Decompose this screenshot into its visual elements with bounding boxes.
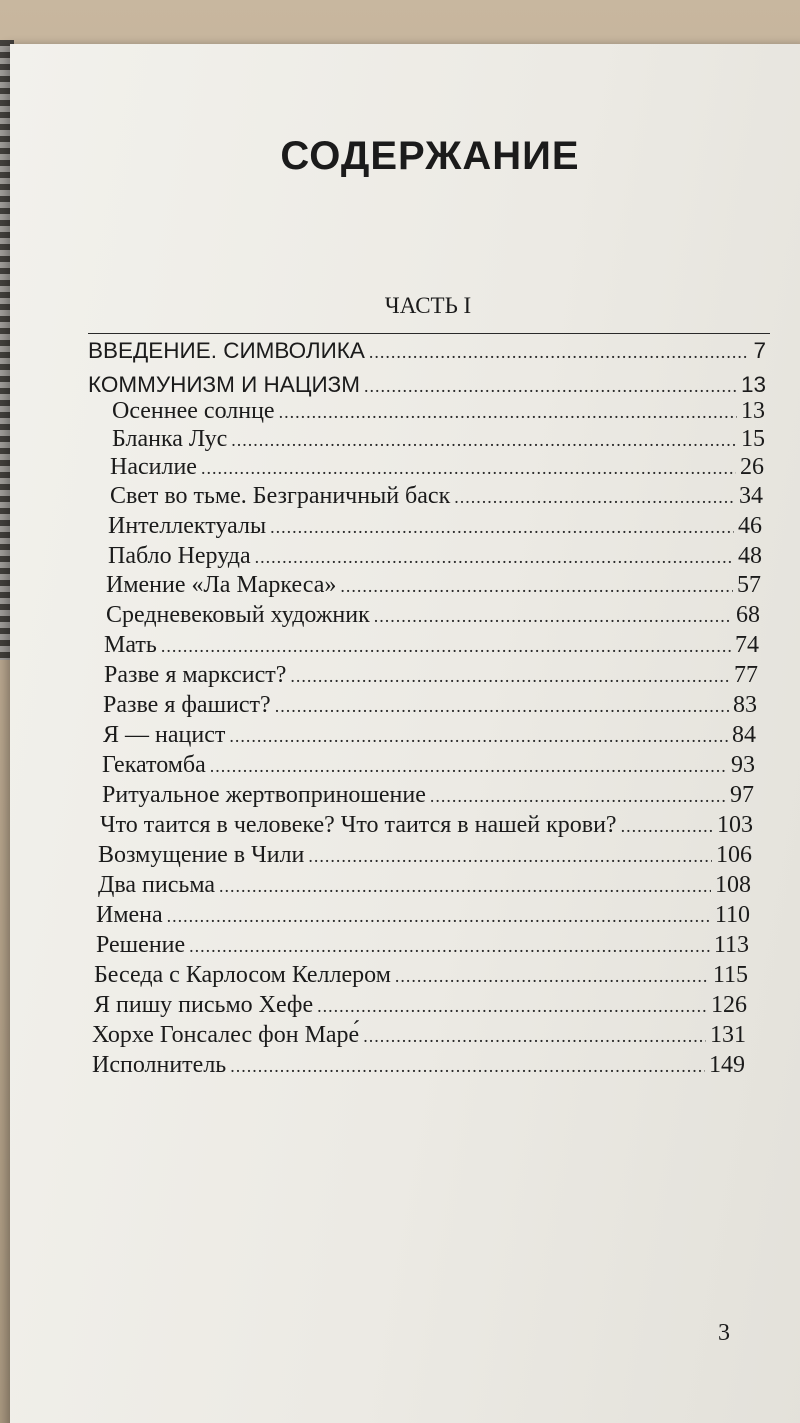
toc-entry bbox=[92, 1052, 745, 1082]
toc-entry-title: Исполнитель bbox=[92, 1052, 227, 1078]
toc-entry-title: Пабло Неруда bbox=[108, 543, 251, 569]
toc-entry-page: 97 bbox=[730, 782, 754, 808]
toc-leader-dots bbox=[308, 846, 712, 867]
toc-leader-dots bbox=[275, 696, 729, 717]
toc-entry bbox=[103, 692, 757, 722]
toc-leader-dots bbox=[210, 756, 727, 777]
toc-entry-title: Беседа с Карлосом Келлером bbox=[94, 962, 391, 988]
toc-entry-page: 84 bbox=[732, 722, 756, 748]
toc-entry bbox=[94, 962, 748, 992]
toc-entry-title: Два письма bbox=[98, 872, 215, 898]
toc-entry-title: Мать bbox=[104, 632, 157, 658]
toc-entry bbox=[108, 513, 762, 543]
toc-entry bbox=[106, 572, 761, 602]
contents-heading: СОДЕРЖАНИЕ bbox=[280, 134, 580, 178]
toc-entry bbox=[104, 662, 758, 692]
toc-entry-page: 13 bbox=[741, 398, 765, 424]
toc-entry-title: ВВЕДЕНИЕ. СИМВОЛИКА bbox=[88, 338, 365, 363]
toc-entry bbox=[94, 992, 747, 1022]
toc-entry-page: 68 bbox=[736, 602, 760, 628]
toc-entry-title: Разве я фашист? bbox=[103, 692, 271, 718]
toc-leader-dots bbox=[219, 876, 711, 897]
toc-entry-page: 26 bbox=[740, 454, 764, 480]
toc-entry-title: КОММУНИЗМ И НАЦИЗМ bbox=[88, 372, 360, 397]
toc-leader-dots bbox=[317, 996, 707, 1017]
toc-entry-title: Бланка Лус bbox=[112, 426, 228, 452]
toc-leader-dots bbox=[363, 1026, 706, 1047]
toc-entry-title: Ритуальное жертвоприношение bbox=[102, 782, 426, 808]
toc-leader-dots bbox=[229, 726, 728, 747]
toc-entry bbox=[112, 426, 765, 456]
toc-entry bbox=[98, 872, 751, 902]
toc-entry-page: 57 bbox=[737, 572, 761, 598]
toc-entry-page: 106 bbox=[716, 842, 752, 868]
toc-leader-dots bbox=[167, 906, 711, 927]
toc-leader-dots bbox=[230, 1056, 705, 1077]
toc-entry-page: 131 bbox=[710, 1022, 746, 1048]
toc-leader-dots bbox=[369, 342, 750, 363]
toc-leader-dots bbox=[395, 966, 709, 987]
toc-entry bbox=[112, 398, 765, 428]
part-title: ЧАСТЬ I bbox=[384, 293, 472, 318]
toc-entry-page: 126 bbox=[711, 992, 747, 1018]
toc-entry-page: 108 bbox=[715, 872, 751, 898]
toc-entry-title: Разве я марксист? bbox=[104, 662, 287, 688]
toc-entry-page: 149 bbox=[709, 1052, 745, 1078]
toc-entry bbox=[103, 722, 756, 752]
toc-entry-title: Хорхе Гонсалес фон Маре́ bbox=[92, 1022, 360, 1048]
toc-entry-page: 77 bbox=[734, 662, 758, 688]
toc-entry-page: 13 bbox=[740, 372, 766, 397]
toc-leader-dots bbox=[340, 576, 733, 597]
toc-leader-dots bbox=[454, 487, 735, 508]
toc-entry bbox=[108, 543, 762, 573]
toc-entry bbox=[96, 932, 749, 962]
toc-entry-page: 113 bbox=[713, 932, 749, 958]
toc-leader-dots bbox=[621, 816, 713, 837]
toc-entry-title: Я — нацист bbox=[103, 722, 226, 748]
toc-entry-title: Насилие bbox=[110, 454, 197, 480]
toc-leader-dots bbox=[364, 376, 737, 397]
toc-entry-title: Интеллектуалы bbox=[108, 513, 267, 539]
toc-entry bbox=[92, 1022, 746, 1052]
toc-entry-page: 74 bbox=[735, 632, 759, 658]
toc-entry bbox=[96, 902, 750, 932]
toc-entry bbox=[102, 782, 754, 812]
toc-leader-dots bbox=[279, 402, 737, 423]
toc-entry-title: Гекатомба bbox=[102, 752, 206, 778]
toc-entry-title: Средневековый художник bbox=[106, 602, 370, 628]
toc-entry-page: 115 bbox=[712, 962, 748, 988]
toc-leader-dots bbox=[255, 547, 734, 568]
toc-leader-dots bbox=[430, 786, 726, 807]
toc-leader-dots bbox=[231, 430, 737, 451]
toc-entry-title: Имена bbox=[96, 902, 163, 928]
toc-entry-page: 48 bbox=[738, 543, 762, 569]
toc-entry-page: 83 bbox=[733, 692, 757, 718]
toc-leader-dots bbox=[161, 636, 731, 657]
page-number: 3 bbox=[718, 1320, 730, 1346]
toc-entry bbox=[110, 483, 763, 513]
toc-entry-title: Осеннее солнце bbox=[112, 398, 275, 424]
toc-entry-title: Я пишу письмо Хефе bbox=[94, 992, 314, 1018]
toc-entry-title: Что таится в человеке? Что таится в нашей крови? bbox=[100, 812, 617, 838]
toc-entry bbox=[110, 454, 764, 484]
toc-entry-page: 15 bbox=[741, 426, 765, 452]
toc-leader-dots bbox=[270, 517, 734, 538]
toc-entry bbox=[100, 812, 753, 842]
toc-entry-title: Решение bbox=[96, 932, 186, 958]
toc-entry-title: Свет во тьме. Безграничный баск bbox=[110, 483, 451, 509]
toc-entry bbox=[104, 632, 759, 662]
toc-entry-title: Имение «Ла Маркеса» bbox=[106, 572, 337, 598]
toc-entry-page: 7 bbox=[753, 338, 766, 363]
toc-entry bbox=[98, 842, 752, 872]
toc-entry-page: 93 bbox=[731, 752, 755, 778]
toc-entry bbox=[88, 338, 766, 368]
toc-entry-page: 103 bbox=[717, 812, 753, 838]
toc-entry bbox=[106, 602, 760, 632]
toc-entry-page: 110 bbox=[714, 902, 750, 928]
toc-leader-dots bbox=[201, 458, 736, 479]
toc-entry-title: Возмущение в Чили bbox=[98, 842, 305, 868]
toc-entry bbox=[102, 752, 755, 782]
toc-leader-dots bbox=[290, 666, 730, 687]
toc-leader-dots bbox=[374, 606, 732, 627]
toc-entry-page: 46 bbox=[738, 513, 762, 539]
toc-leader-dots bbox=[189, 936, 710, 957]
toc-entry-page: 34 bbox=[739, 483, 763, 509]
